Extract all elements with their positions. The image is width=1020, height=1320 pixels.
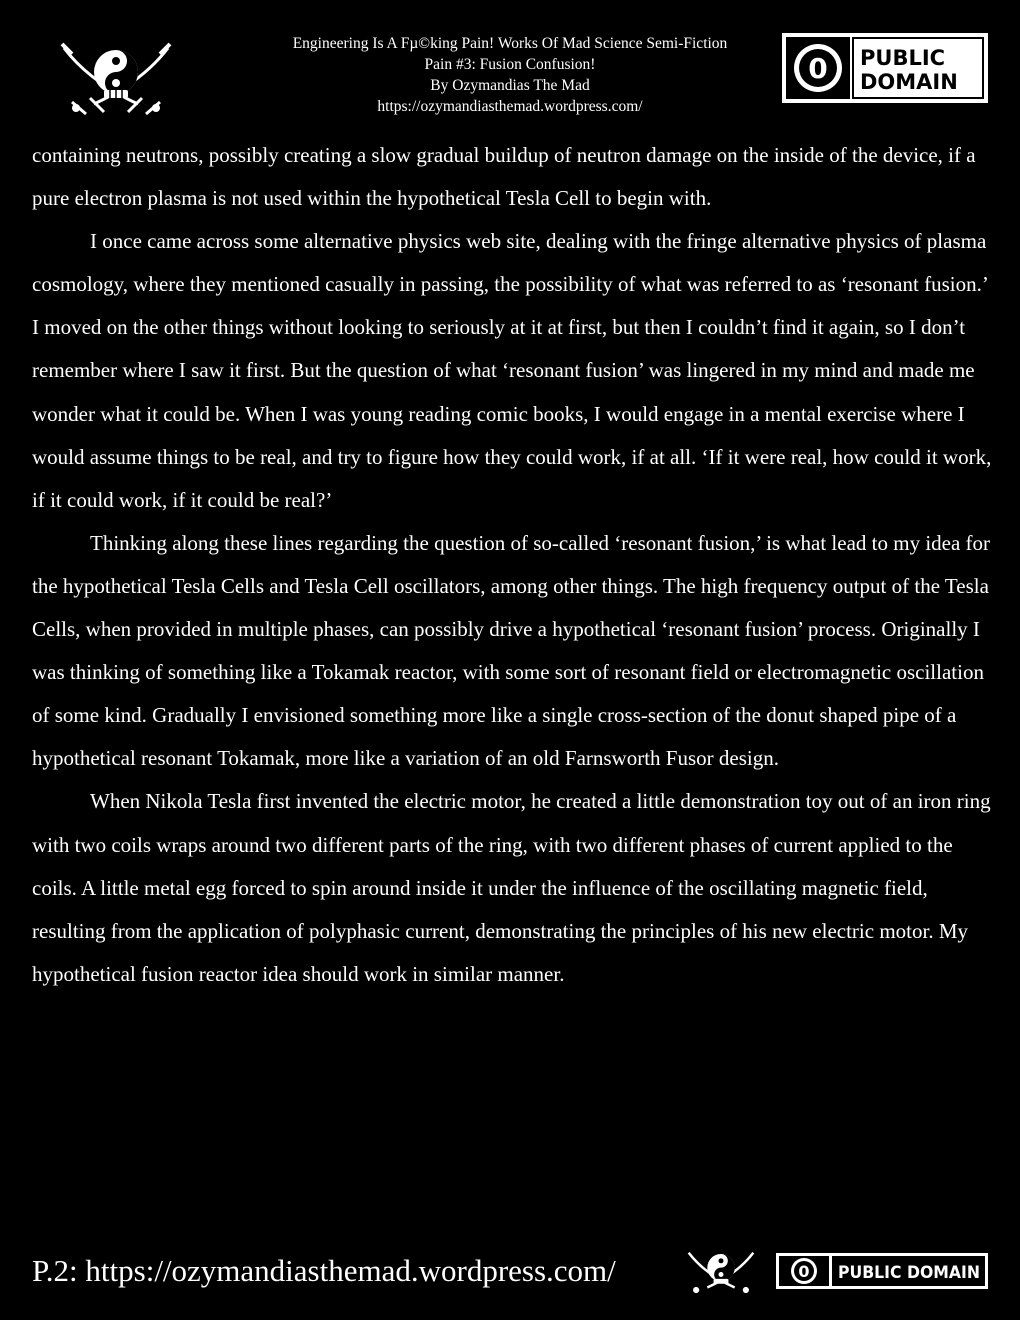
badge-zero: 0 [808, 52, 828, 85]
pirate-yin-yang-logo-icon [60, 42, 172, 116]
public-domain-small-badge-icon [776, 1253, 988, 1289]
series-title: Engineering Is A Fµ©king Pain! Works Of Mad Science Semi-Fiction [292, 35, 728, 52]
footer-page-url[interactable]: P.2: https://ozymandiasthemad.wordpress.com/ [32, 1253, 616, 1288]
paragraph-4: When Nikola Tesla first invented the electric motor, he created a little demonstration toy out of an iron ring with two coils wraps around two different parts of the ring, with two different phases of current applied to the coils. A little metal egg forced to spin around inside it under the influence of the oscillating magnetic field, resulting from the application of polyphasic current, demonstrating the principles of his new electric motor. My hypothetical fusion reactor idea should work in similar manner. [32, 789, 991, 986]
paragraph-3: Thinking along these lines regarding the question of so-called ‘resonant fusion,’ is what lead to my idea for the hypothetical Tesla Cells and Tesla Cell oscillators, among other things. The high frequency output of the Tesla Cells, when provided in multiple phases, can possibly drive a hypothetical ‘resonant fusion’ process. Originally I was thinking of something like a Tokamak reactor, with some sort of resonant field or electromagnetic oscillation of some kind. Gradually I envisioned something more like a single cross-section of the donut shaped pipe of a hypothetical resonant Tokamak, more like a variation of an old Farnsworth Fusor design. [32, 530, 991, 771]
author-line: By Ozymandias The Mad [430, 77, 590, 94]
article-body [32, 134, 992, 996]
page-footer [0, 1245, 1020, 1305]
badge-line1: PUBLIC [860, 46, 946, 70]
paragraph-1: containing neutrons, possibly creating a slow gradual buildup of neutron damage on the inside of the device, if a pure electron plasma is not used within the hypothetical Tesla Cell to begin with. [32, 143, 976, 211]
small-badge-text: PUBLIC DOMAIN [838, 1263, 980, 1283]
page-header [0, 0, 1020, 130]
small-badge-zero: 0 [798, 1262, 810, 1281]
public-domain-badge-icon [782, 33, 988, 103]
header-text-block [230, 33, 790, 117]
chapter-title: Pain #3: Fusion Confusion! [424, 56, 596, 73]
paragraph-2: I once came across some alternative physics web site, dealing with the fringe alternative physics of plasma cosmology, where they mentioned casually in passing, the possibility of what was referred to as ‘resonant fusion.’ I moved on the other things without looking to seriously at it at first, but then I couldn’t find it again, so I don’t remember where I saw it first. But the question of what ‘resonant fusion’ was lingered in my mind and made me wonder what it could be. When I was young reading comic books, I would engage in a mental exercise where I would assume things to be real, and try to figure how they could work, if at all. ‘If it were real, how could it work, if it could work, if it could be real?’ [32, 229, 992, 512]
header-url[interactable]: https://ozymandiasthemad.wordpress.com/ [377, 98, 643, 115]
pirate-yin-yang-logo-small-icon [686, 1249, 756, 1295]
badge-line2: DOMAIN [860, 70, 958, 94]
